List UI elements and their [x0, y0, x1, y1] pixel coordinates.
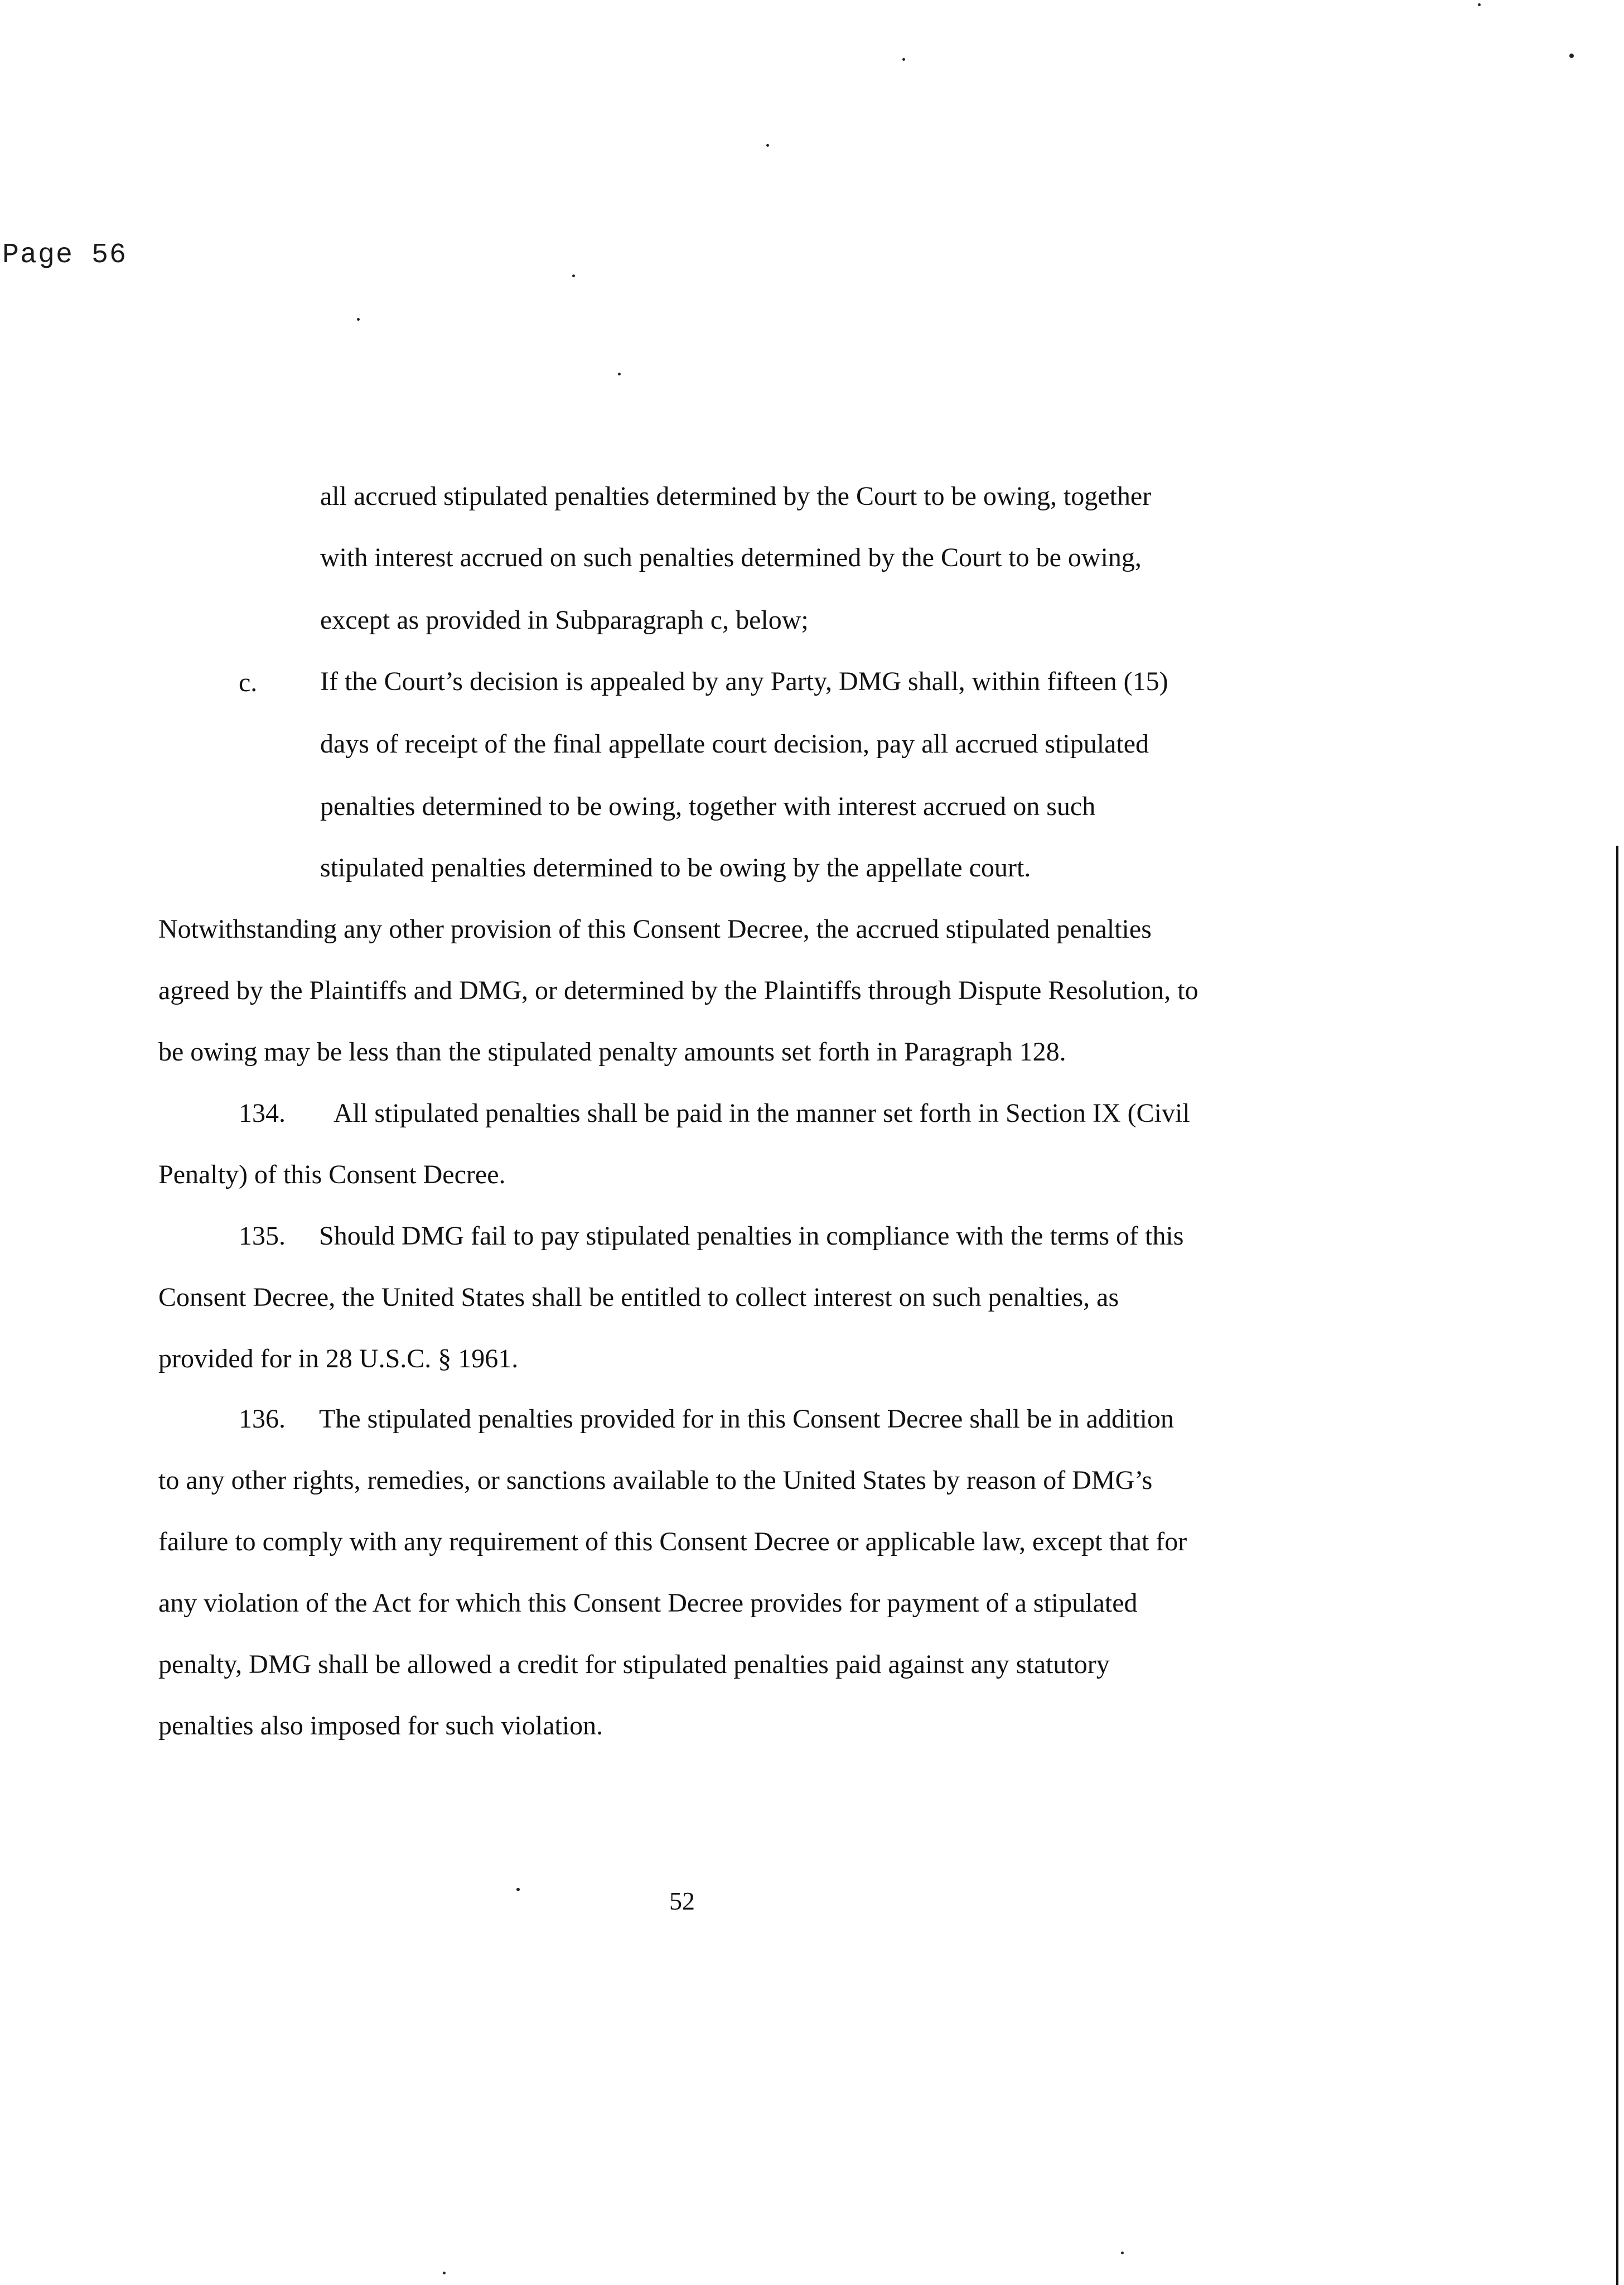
text-line: agreed by the Plaintiffs and DMG, or determined by the Plaintiffs through Dispute Resolution, to: [158, 976, 1198, 1005]
scan-speck: [766, 144, 769, 147]
paragraph-number: 135.: [239, 1221, 286, 1251]
text-line: penalties determined to be owing, together with interest accrued on such: [320, 792, 1096, 821]
text-line: The stipulated penalties provided for in this Consent Decree shall be in addition: [319, 1404, 1174, 1434]
scan-speck: [1478, 3, 1481, 6]
text-line: be owing may be less than the stipulated penalty amounts set forth in Paragraph 128.: [158, 1037, 1066, 1067]
page-number: 52: [669, 1887, 695, 1915]
scan-speck: [443, 2272, 446, 2274]
subparagraph-marker: c.: [239, 668, 258, 697]
text-line: days of receipt of the final appellate court decision, pay all accrued stipulated: [320, 729, 1149, 759]
scan-speck: [572, 274, 575, 277]
text-line: with interest accrued on such penalties determined by the Court to be owing,: [320, 543, 1142, 572]
text-line: provided for in 28 U.S.C. § 1961.: [158, 1344, 519, 1373]
page-label: Page 56: [2, 239, 128, 271]
text-line: Consent Decree, the United States shall be entitled to collect interest on such penalties, as: [158, 1283, 1119, 1312]
text-line: Notwithstanding any other provision of this Consent Decree, the accrued stipulated penalties: [158, 914, 1152, 944]
text-line: stipulated penalties determined to be owing by the appellate court.: [320, 853, 1031, 883]
text-line: any violation of the Act for which this Consent Decree provides for payment of a stipulated: [158, 1588, 1138, 1618]
scan-edge-line: [1616, 846, 1618, 2285]
scan-speck: [1121, 2252, 1124, 2254]
text-line: Should DMG fail to pay stipulated penalties in compliance with the terms of this: [319, 1221, 1184, 1251]
scan-speck: [902, 58, 905, 61]
text-line: to any other rights, remedies, or sanctions available to the United States by reason of DMG’s: [158, 1466, 1153, 1495]
scan-speck: [357, 318, 360, 321]
text-line: All stipulated penalties shall be paid in the manner set forth in Section IX (Civil: [334, 1098, 1190, 1128]
text-line: If the Court’s decision is appealed by any Party, DMG shall, within fifteen (15): [320, 667, 1168, 696]
paragraph-number: 134.: [239, 1098, 286, 1128]
text-line: Penalty) of this Consent Decree.: [158, 1160, 506, 1189]
scan-speck: [516, 1888, 520, 1891]
scan-speck: [1569, 54, 1574, 58]
text-line: penalties also imposed for such violation.: [158, 1711, 603, 1741]
text-line: except as provided in Subparagraph c, below;: [320, 605, 809, 635]
text-line: penalty, DMG shall be allowed a credit for stipulated penalties paid against any statutory: [158, 1650, 1110, 1679]
text-line: failure to comply with any requirement of this Consent Decree or applicable law, except that for: [158, 1527, 1187, 1556]
paragraph-number: 136.: [239, 1404, 286, 1434]
scan-speck: [618, 373, 621, 375]
text-line: all accrued stipulated penalties determined by the Court to be owing, together: [320, 481, 1152, 511]
